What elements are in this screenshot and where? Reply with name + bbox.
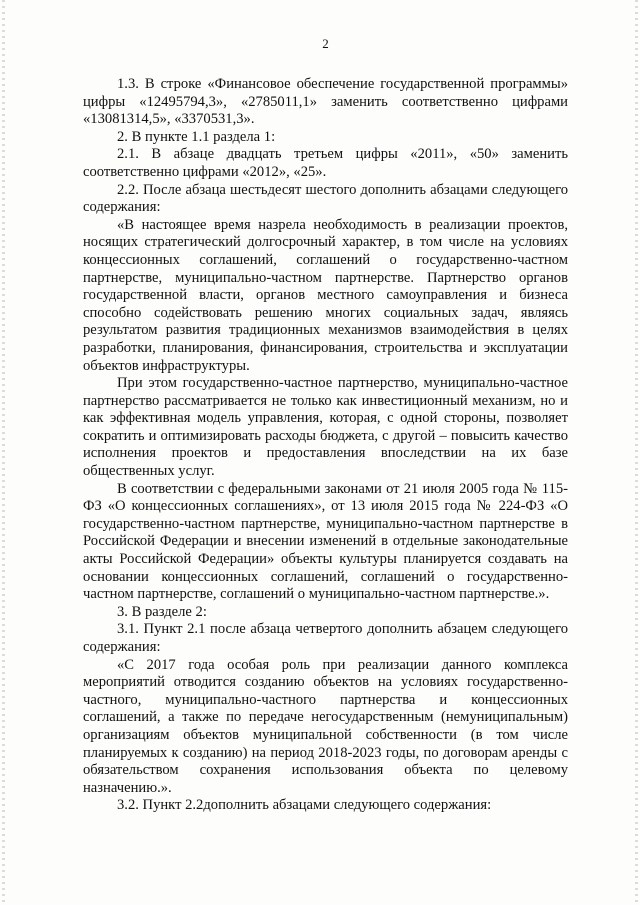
paragraph-2: 2. В пункте 1.1 раздела 1: bbox=[117, 128, 276, 145]
paragraph-3-1: 3.1. Пункт 2.1 после абзаца четвертого дополнить абзацем следующего содержания: bbox=[83, 621, 568, 655]
scan-edge-right bbox=[635, 0, 638, 905]
document-body bbox=[83, 76, 568, 815]
paragraph-1-3: 1.3. В строке «Финансовое обеспечение государственной программы» цифры «12495794,3», «2785011,1» заменить соответственно цифрами «13081314,5», «3370531,3». bbox=[83, 76, 568, 128]
paragraph-3-2: 3.2. Пункт 2.2дополнить абзацами следующего содержания: bbox=[117, 797, 492, 814]
paragraph-quote-3: В соответствии с федеральными законами от 21 июля 2005 года № 115-ФЗ «О концессионных соглашениях», от 13 июля 2015 года № 224-ФЗ «О государственно-частном партнерстве, муниципально-частном партнерстве в Российской Федерации и внесении изменений в отдельные законодательные акты Российской Федерации» объекты культуры планируется создавать на основании концессионных соглашений, соглашений о государственно-частном партнерстве, соглашений о муниципально-частном партнерстве.». bbox=[83, 480, 568, 603]
scan-edge-left bbox=[2, 0, 5, 905]
page-number: 2 bbox=[322, 36, 329, 51]
paragraph-quote-4: «С 2017 года особая роль при реализации данного комплекса мероприятий отводится созданию объектов на условиях государственно-частного, муниципально-частного партнерства и концессионных соглашений, а также по передаче негосударственным (немуниципальным) организациям объектов муниципальной собственности (в том числе планируемых к созданию) на период 2018-2023 годы, по договорам аренды с обязательством сохранения использования объекта по целевому назначению.». bbox=[83, 656, 568, 796]
paragraph-quote-2: При этом государственно-частное партнерство, муниципально-частное партнерство рассматривается не только как инвестиционный механизм, но и как эффективная модель управления, которая, с одной стороны, позволяет сократить и оптимизировать расходы бюджета, с другой – повысить качество исполнения проектов и предоставления впоследствии на их базе общественных услуг. bbox=[83, 375, 568, 480]
paragraph-2-1: 2.1. В абзаце двадцать третьем цифры «2011», «50» заменить соответственно цифрами «2012», «25». bbox=[83, 146, 568, 180]
paragraph-3: 3. В разделе 2: bbox=[117, 603, 207, 620]
paragraph-2-2: 2.2. После абзаца шестьдесят шестого дополнить абзацами следующего содержания: bbox=[83, 181, 568, 216]
paragraph-quote-1: «В настоящее время назрела необходимость в реализации проектов, носящих стратегический долгосрочный характер, в том числе на условиях концессионных соглашений, соглашений о государственно-частном партнерстве, муниципально-частном партнерстве. Партнерство органов государственной власти, органов местного самоуправления и бизнеса способно содействовать решению многих социальных задач, являясь результатом развития традиционных механизмов взаимодействия в целях разработки, планирования, финансирования, строительства и эксплуатации объектов инфраструктуры. bbox=[83, 216, 568, 374]
